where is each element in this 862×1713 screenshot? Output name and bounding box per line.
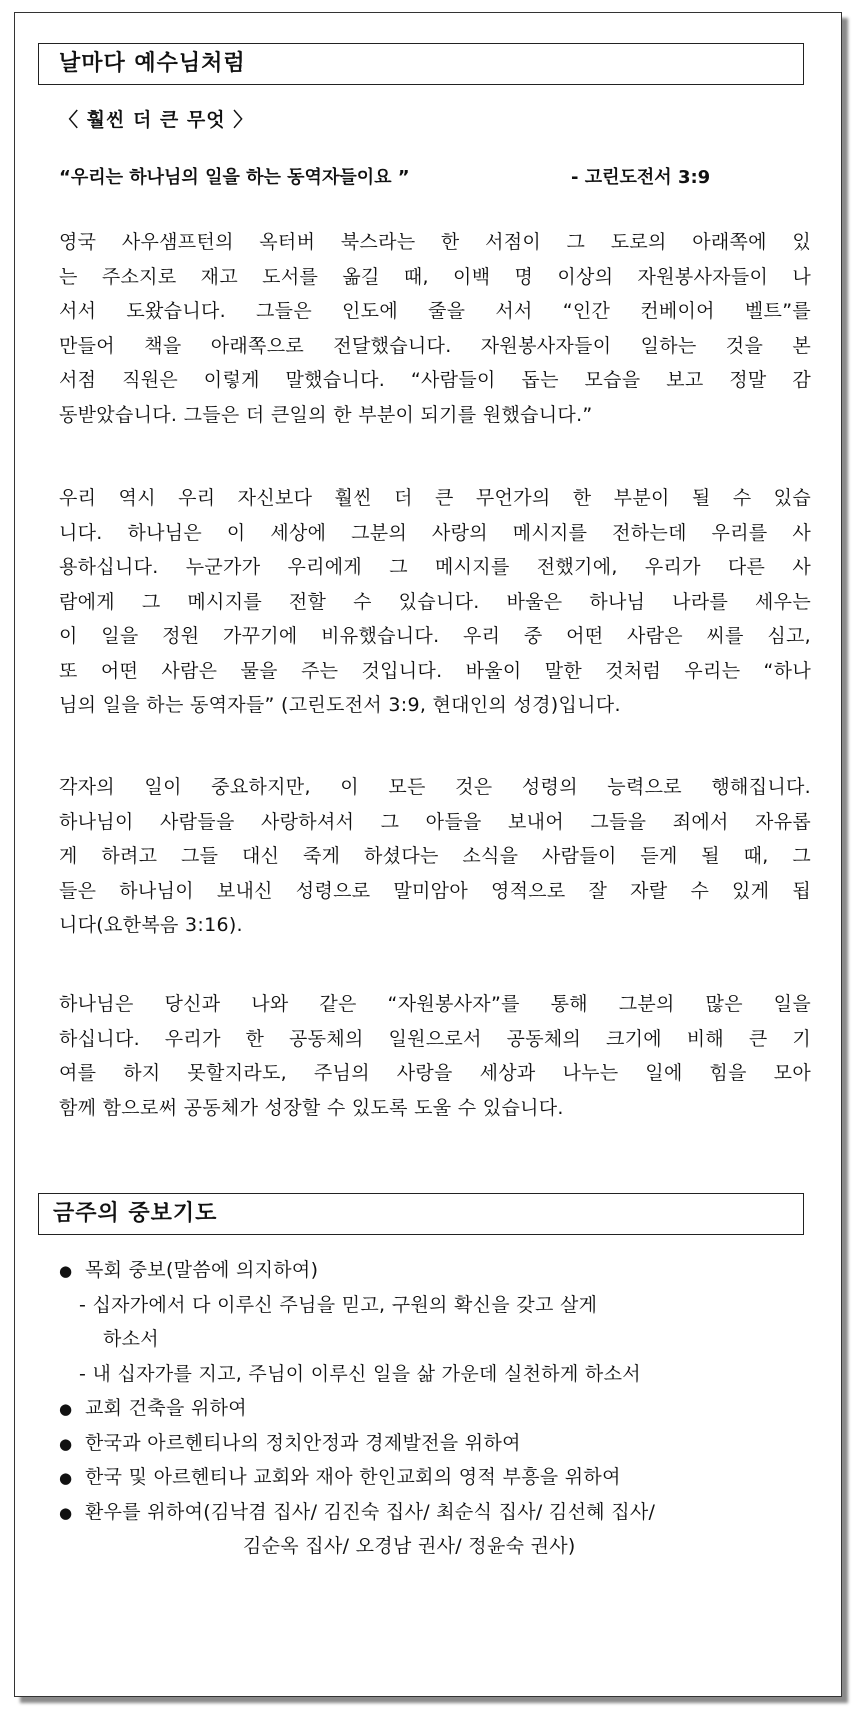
list-item-text: 한국 및 아르헨티나 교회와 재아 한인교회의 영적 부흥을 위하여 <box>85 1466 621 1488</box>
bullet-icon: ● <box>59 1469 73 1487</box>
bulletin-page <box>14 12 842 1697</box>
list-item-text: 한국과 아르헨티나의 정치안정과 경제발전을 위하여 <box>85 1431 521 1454</box>
prayer-list <box>59 1253 819 1564</box>
list-item <box>59 1253 819 1288</box>
prayer-section-title: 금주의 중보기도 <box>38 1193 804 1235</box>
text-line: 각자의 일이 중요하지만, 이 모든 것은 성령의 능력으로 행해집니다. <box>59 776 811 798</box>
text-line: 서점 직원은 이렇게 말했습니다. “사람들이 돕는 모습을 보고 정말 감 <box>59 369 811 391</box>
text-line: 하나님이 사람들을 사랑하셔서 그 아들을 보내어 그들을 죄에서 자유롭 <box>59 810 811 833</box>
verse-reference: - 고린도전서 3:9 <box>571 167 711 188</box>
text-line: 하나님은 당신과 나와 같은 “자원봉사자”를 통해 그분의 많은 일을 <box>59 993 811 1015</box>
text-line: 서서 도왔습니다. 그들은 인도에 줄을 서서 “인간 컨베이어 벨트”를 <box>59 300 811 322</box>
list-item-text: 환우를 위하여(김낙겸 집사/ 김진숙 집사/ 최순식 집사/ 김선혜 집사/ <box>85 1500 656 1523</box>
paragraph-2 <box>59 481 811 723</box>
text-line: 들은 하나님이 보내신 성령으로 말미암아 영적으로 잘 자랄 수 있게 됩 <box>59 879 811 902</box>
text-line: 함께 함으로써 공동체가 성장할 수 있도록 도울 수 있습니다. <box>59 1096 564 1119</box>
list-subitem: - 십자가에서 다 이루신 주님을 믿고, 구원의 확신을 갖고 살게 <box>79 1293 598 1316</box>
list-item <box>59 1495 819 1530</box>
list-item <box>59 1391 819 1426</box>
text-line: 람에게 그 메시지를 전할 수 있습니다. 바울은 하나님 나라를 세우는 <box>59 590 811 613</box>
page-title: 날마다 예수님처럼 <box>38 43 804 85</box>
list-item-continued: 김순옥 집사/ 오경남 권사/ 정윤숙 권사) <box>243 1535 576 1557</box>
bullet-icon: ● <box>59 1262 73 1280</box>
text-line: 니다. 하나님은 이 세상에 그분의 사랑의 메시지를 전하는데 우리를 사 <box>59 521 811 544</box>
list-subitem: - 내 십자가를 지고, 주님이 이루신 일을 삶 가운데 실천하게 하소서 <box>79 1362 641 1385</box>
text-line: 만들어 책을 아래쪽으로 전달했습니다. 자원봉사자들이 일하는 것을 본 <box>59 334 811 357</box>
bullet-icon: ● <box>59 1503 73 1522</box>
text-line: 영국 사우샘프턴의 옥터버 북스라는 한 서점이 그 도로의 아래쪽에 있 <box>59 231 811 253</box>
text-line: 또 어떤 사람은 물을 주는 것입니다. 바울이 말한 것처럼 우리는 “하나 <box>59 659 811 682</box>
text-line: 는 주소지로 재고 도서를 옮길 때, 이백 명 이상의 자원봉사자들이 나 <box>59 265 811 288</box>
bullet-icon: ● <box>59 1400 73 1418</box>
list-item-text: 목회 중보(말씀에 의지하여) <box>85 1259 319 1281</box>
paragraph-4 <box>59 987 811 1125</box>
list-item <box>59 1460 819 1495</box>
text-line: 용하십니다. 누군가가 우리에게 그 메시지를 전했기에, 우리가 다른 사 <box>59 556 811 578</box>
text-line: 게 하려고 그들 대신 죽게 하셨다는 소식을 사람들이 듣게 될 때, 그 <box>59 845 811 867</box>
text-line: 하십니다. 우리가 한 공동체의 일원으로서 공동체의 크기에 비해 큰 기 <box>59 1027 811 1050</box>
bullet-icon: ● <box>59 1434 73 1453</box>
text-line: 님의 일을 하는 동역자들” (고린도전서 3:9, 현대인의 성경)입니다. <box>59 694 621 716</box>
list-item <box>59 1426 819 1461</box>
key-verse <box>59 163 779 189</box>
text-line: 우리 역시 우리 자신보다 훨씬 더 큰 무언가의 한 부분이 될 수 있습 <box>59 487 811 509</box>
text-line: 니다(요한복음 3:16). <box>59 914 243 936</box>
text-line: 동받았습니다. 그들은 더 큰일의 한 부분이 되기를 원했습니다.” <box>59 403 593 426</box>
list-item-text: 교회 건축을 위하여 <box>85 1397 247 1419</box>
paragraph-3 <box>59 770 811 943</box>
paragraph-1 <box>59 225 811 432</box>
devotion-subtitle: 〈 훨씬 더 큰 무엇 〉 <box>59 109 254 131</box>
verse-quote: “우리는 하나님의 일을 하는 동역자들이요 ” <box>59 167 410 188</box>
list-subitem-continued: 하소서 <box>103 1328 159 1350</box>
text-line: 여를 하지 못할지라도, 주님의 사랑을 세상과 나누는 일에 힘을 모아 <box>59 1062 811 1084</box>
text-line: 이 일을 정원 가꾸기에 비유했습니다. 우리 중 어떤 사람은 씨를 심고, <box>59 625 811 647</box>
